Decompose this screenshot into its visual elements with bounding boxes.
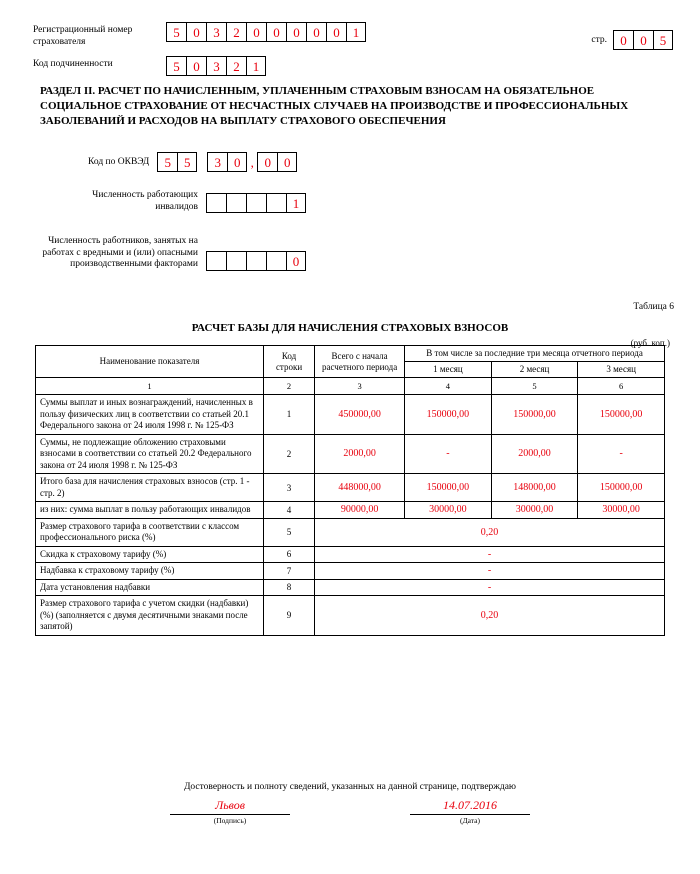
subordination-code-boxes[interactable] (166, 56, 266, 76)
signature-value[interactable]: Львов (170, 798, 290, 815)
row-span-value[interactable]: - (315, 579, 665, 596)
row-code: 3 (264, 474, 315, 502)
th-month-3: 3 месяц (578, 362, 665, 378)
row-month2-value[interactable]: 30000,00 (491, 502, 578, 519)
row-month3-value[interactable]: 150000,00 (578, 395, 665, 435)
row-name: Итого база для начисления страховых взносов (стр. 1 - стр. 2) (36, 474, 264, 502)
reg-digit[interactable]: 0 (246, 22, 266, 42)
row-name: Надбавка к страховому тарифу (%) (36, 563, 264, 580)
row-name: Суммы, не подлежащие обложению страховыми взносами в соответствии со статьей 20.2 Федерального закона от 24 июля 1998 г. № 125-ФЗ (36, 434, 264, 474)
okved-group (88, 152, 297, 172)
reg-digit[interactable]: 2 (226, 22, 246, 42)
hazard-count-boxes[interactable] (206, 251, 306, 271)
row-code: 9 (264, 596, 315, 636)
registration-number-boxes[interactable] (166, 22, 366, 42)
col-number: 5 (491, 378, 578, 395)
table-row (36, 474, 665, 502)
row-month3-value[interactable]: 150000,00 (578, 474, 665, 502)
th-name: Наименование показателя (36, 346, 264, 378)
okved-digit[interactable]: 5 (157, 152, 177, 172)
reg-digit[interactable]: 0 (186, 22, 206, 42)
row-name: Размер страхового тарифа в соответствии с классом профессионального риска (%) (36, 518, 264, 546)
row-month1-value[interactable]: 150000,00 (405, 395, 492, 435)
invalids-digit[interactable] (266, 193, 286, 213)
reg-digit[interactable]: 1 (346, 22, 366, 42)
row-total-value[interactable]: 448000,00 (315, 474, 405, 502)
page-number-boxes[interactable] (613, 30, 673, 50)
row-month2-value[interactable]: 2000,00 (491, 434, 578, 474)
table-row (36, 563, 665, 580)
row-month3-value[interactable]: - (578, 434, 665, 474)
sub-digit[interactable]: 0 (186, 56, 206, 76)
th-total: Всего с начала расчетного периода (315, 346, 405, 378)
table-row (36, 434, 665, 474)
invalids-count-group (88, 190, 306, 213)
hazard-count-group (38, 236, 306, 271)
page-number-group (591, 30, 673, 50)
signature-block (170, 798, 290, 825)
hazard-digit[interactable] (266, 251, 286, 271)
invalids-digit[interactable] (206, 193, 226, 213)
okved-boxes-group3[interactable] (257, 152, 297, 172)
row-total-value[interactable]: 2000,00 (315, 434, 405, 474)
okved-digit[interactable]: 0 (277, 152, 297, 172)
section-title: РАЗДЕЛ II. РАСЧЕТ ПО НАЧИСЛЕННЫМ, УПЛАЧЕННЫМ СТРАХОВЫМ ВЗНОСАМ НА ОБЯЗАТЕЛЬНОЕ СОЦИАЛЬНОЕ СТРАХОВАНИЕ ОТ НЕСЧАСТНЫХ СЛУЧАЕВ НА ПРОИЗВОДСТВЕ И ПРОФЕССИОНАЛЬНЫХ ЗАБОЛЕВАНИЙ И РАСХОДОВ НА ВЫПЛАТУ СТРАХОВОГО ОБЕСПЕЧЕНИЯ (40, 85, 629, 127)
table-title: РАСЧЕТ БАЗЫ ДЛЯ НАЧИСЛЕНИЯ СТРАХОВЫХ ВЗНОСОВ (191, 322, 509, 334)
row-month2-value[interactable]: 148000,00 (491, 474, 578, 502)
table-header-row-1 (36, 346, 665, 362)
hazard-digit[interactable] (206, 251, 226, 271)
row-name: Суммы выплат и иных вознаграждений, начисленных в пользу физических лиц в соответствии со статьей 20.1 Федерального закона от 24 июля 1998 г. № 125-ФЗ (36, 395, 264, 435)
row-month1-value[interactable]: 150000,00 (405, 474, 492, 502)
invalids-count-boxes[interactable] (206, 193, 306, 213)
reg-digit[interactable]: 5 (166, 22, 186, 42)
row-code: 4 (264, 502, 315, 519)
row-total-value[interactable]: 450000,00 (315, 395, 405, 435)
table-number: Таблица 6 (633, 302, 674, 312)
date-value[interactable]: 14.07.2016 (410, 798, 530, 815)
date-caption: (Дата) (460, 816, 480, 825)
invalids-count-label: Численность работающих инвалидов (92, 190, 198, 212)
row-span-value[interactable]: - (315, 563, 665, 580)
reg-digit[interactable]: 0 (286, 22, 306, 42)
sub-digit[interactable]: 5 (166, 56, 186, 76)
okved-digit[interactable]: 0 (227, 152, 247, 172)
table-row (36, 518, 665, 546)
hazard-digit[interactable]: 0 (286, 251, 306, 271)
okved-separator-1 (197, 153, 207, 172)
subordination-code-row (33, 56, 673, 76)
row-code: 6 (264, 546, 315, 563)
table-row (36, 579, 665, 596)
signature-caption: (Подпись) (213, 816, 247, 825)
reg-digit[interactable]: 0 (266, 22, 286, 42)
col-number: 2 (264, 378, 315, 395)
hazard-digit[interactable] (226, 251, 246, 271)
confirmation-statement: Достоверность и полноту сведений, указанных на данной странице, подтверждаю (183, 782, 517, 792)
row-name: Дата установления надбавки (36, 579, 264, 596)
okved-digit[interactable]: 3 (207, 152, 227, 172)
date-block (410, 798, 530, 825)
reg-digit[interactable]: 3 (206, 22, 226, 42)
row-span-value[interactable]: 0,20 (315, 596, 665, 636)
row-code: 1 (264, 395, 315, 435)
registration-number-row (33, 22, 673, 48)
row-name: Размер страхового тарифа с учетом скидки (надбавки) (%) (заполняется с двумя десятичными знаками после запятой) (36, 596, 264, 636)
row-name: из них: сумма выплат в пользу работающих инвалидов (36, 502, 264, 519)
row-month1-value[interactable]: 30000,00 (405, 502, 492, 519)
page-digit[interactable]: 0 (613, 30, 633, 50)
page-digit[interactable]: 5 (653, 30, 673, 50)
okved-digit[interactable]: 0 (257, 152, 277, 172)
col-number: 3 (315, 378, 405, 395)
invalids-digit[interactable] (226, 193, 246, 213)
th-month-1: 1 месяц (405, 362, 492, 378)
invalids-digit[interactable]: 1 (286, 193, 306, 213)
sub-digit[interactable]: 2 (226, 56, 246, 76)
okved-separator-2: , (250, 154, 254, 170)
row-month1-value[interactable]: - (405, 434, 492, 474)
row-span-value[interactable]: 0,20 (315, 518, 665, 546)
okved-digit[interactable]: 5 (177, 152, 197, 172)
page-number-label: стр. (591, 35, 607, 45)
signature-area (0, 798, 700, 825)
row-month3-value[interactable]: 30000,00 (578, 502, 665, 519)
sub-digit[interactable]: 3 (206, 56, 226, 76)
row-span-value[interactable]: - (315, 546, 665, 563)
okved-boxes-group2[interactable] (207, 152, 247, 172)
subordination-code-label: Код подчиненности (33, 59, 113, 69)
row-code: 5 (264, 518, 315, 546)
registration-number-label (33, 22, 158, 48)
col-number: 6 (578, 378, 665, 395)
row-month2-value[interactable]: 150000,00 (491, 395, 578, 435)
table-units: (руб. коп.) (630, 338, 670, 348)
row-code: 2 (264, 434, 315, 474)
row-name: Скидка к страховому тарифу (%) (36, 546, 264, 563)
row-code: 7 (264, 563, 315, 580)
table-row (36, 546, 665, 563)
table-column-numbers-row (36, 378, 665, 395)
registration-number-label-line1: Регистрационный номер (33, 25, 133, 35)
sub-digit[interactable]: 1 (246, 56, 266, 76)
okved-label: Код по ОКВЭД (88, 157, 150, 167)
invalids-digit[interactable] (246, 193, 266, 213)
table-row (36, 596, 665, 636)
form-header (33, 22, 673, 76)
row-total-value[interactable]: 90000,00 (315, 502, 405, 519)
row-code: 8 (264, 579, 315, 596)
hazard-digit[interactable] (246, 251, 266, 271)
page-digit[interactable]: 0 (633, 30, 653, 50)
table-row (36, 502, 665, 519)
hazard-count-label: Численность работников, занятых на работах с вредными и (или) опасными производственными факторами (42, 236, 198, 269)
okved-boxes-group1[interactable] (157, 152, 197, 172)
reg-digit[interactable]: 0 (326, 22, 346, 42)
th-month-2: 2 месяц (491, 362, 578, 378)
reg-digit[interactable]: 0 (306, 22, 326, 42)
col-number: 1 (36, 378, 264, 395)
registration-number-label-line2: страхователя (33, 37, 86, 47)
table-row (36, 395, 665, 435)
th-code: Код строки (264, 346, 315, 378)
col-number: 4 (405, 378, 492, 395)
th-group: В том числе за последние три месяца отчетного периода (405, 346, 665, 362)
base-calculation-table (35, 345, 665, 636)
